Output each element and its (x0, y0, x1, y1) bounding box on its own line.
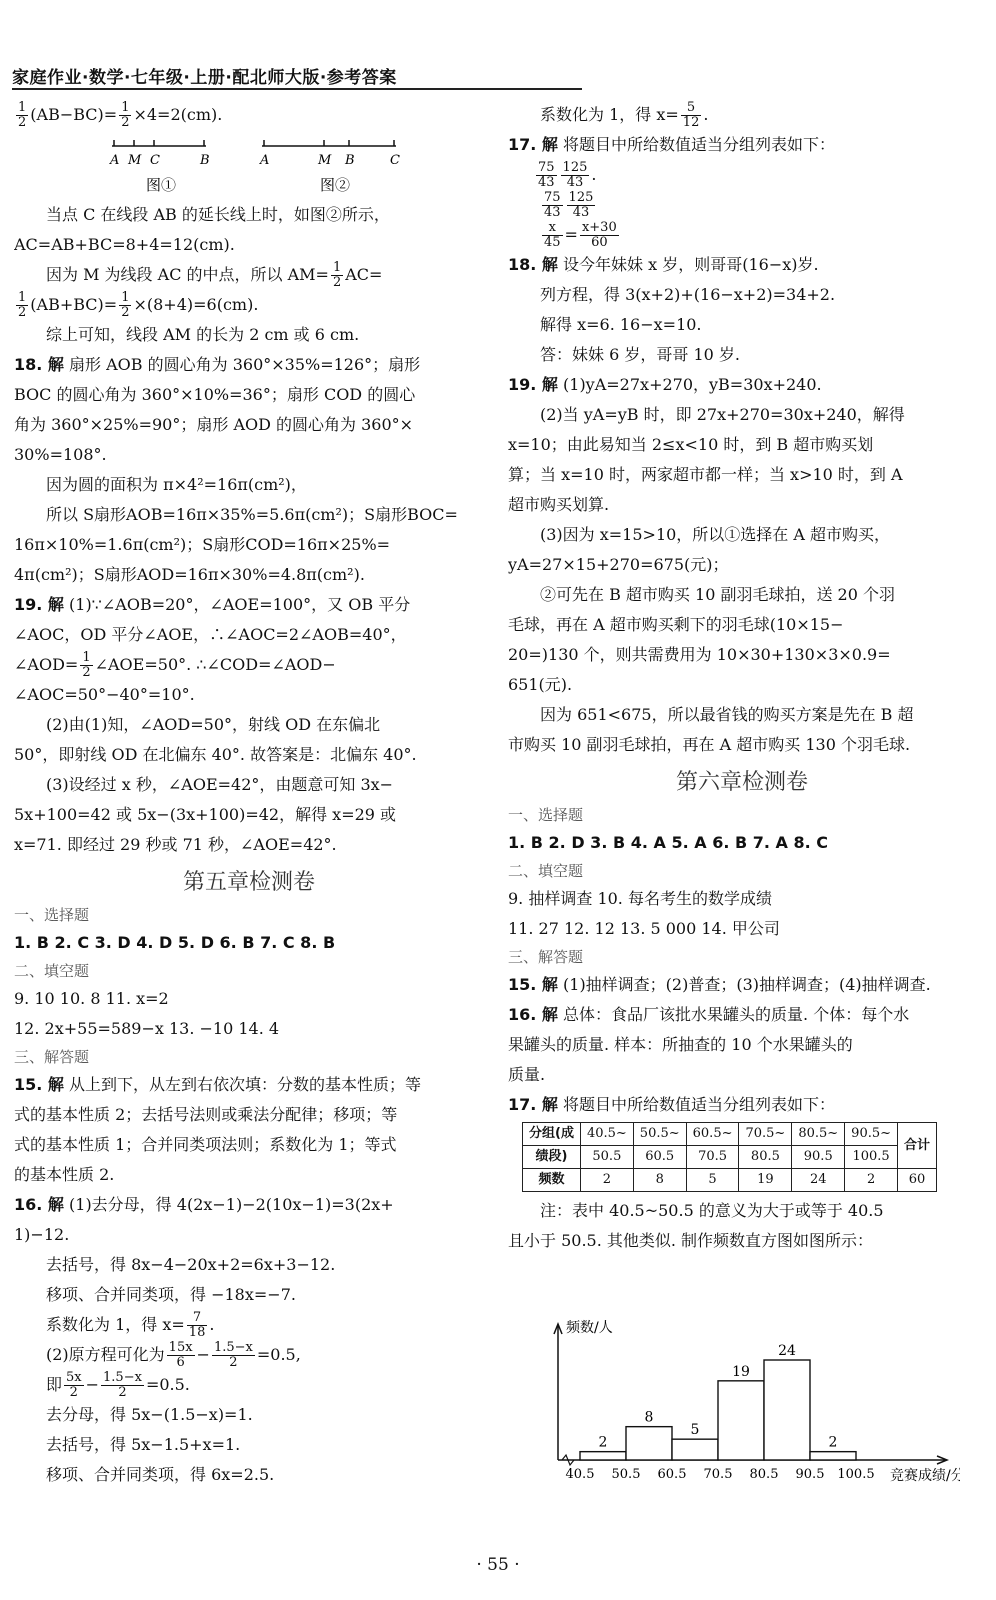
table-cell: 2 (845, 1169, 898, 1192)
fill-answers: 12. 2x+55=589−x 13. −10 14. 4 (14, 1019, 280, 1038)
left-column (14, 100, 484, 1490)
text-line: 超市购买划算. (508, 495, 610, 514)
section-label: 一、选择题 (14, 906, 90, 924)
table-cell: 19 (739, 1169, 792, 1192)
point-label: M (318, 153, 332, 168)
bar-value-label: 8 (644, 1409, 654, 1426)
point-label: C (150, 153, 160, 168)
header-rule (12, 88, 582, 90)
text-line: (2)原方程可化为 $\frac{15x}{6}$ − $\frac{1.5-x}{2}$ =0.5, (46, 1340, 301, 1370)
answer-line: $\frac{1}{2}$ (AB−BC)= $\frac{1}{2}$ ×4=2(cm). (18, 100, 223, 130)
figure-caption: 图① (146, 176, 177, 194)
table-header: 40.5~ (580, 1123, 633, 1146)
text-line: 1)−12. (14, 1225, 70, 1244)
text-line: 式的基本性质 2；去括号法则或乘法分配律；移项；等 (14, 1105, 398, 1124)
segment-diagram (84, 130, 444, 200)
text-line: 20=)130 个，则共需费用为 10×30+130×3×0.9= (508, 645, 891, 664)
histogram-svg (540, 1318, 960, 1558)
table-row (523, 1169, 937, 1192)
x-tick-label: 50.5 (611, 1467, 641, 1482)
text-line: AC=AB+BC=8+4=12(cm). (14, 235, 235, 254)
header-title: 家庭作业·数学·七年级·上册·配北师大版·参考答案 (12, 68, 397, 88)
text-line: (3)因为 x=15>10，所以①选择在 A 超市购买， (540, 525, 891, 544)
table-header: 100.5 (845, 1146, 898, 1169)
table-header: 70.5~ (739, 1123, 792, 1146)
text-line: (2)由(1)知，∠AOD=50°，射线 OD 在东偏北 (46, 715, 381, 734)
y-axis-label: 频数/人 (566, 1320, 613, 1336)
text-line: 当点 C 在线段 AB 的延长线上时，如图②所示， (46, 205, 390, 224)
text-line: 解得 x=6. 16−x=10. (540, 315, 702, 334)
text-line: BOC 的圆心角为 360°×10%=36°；扇形 COD 的圆心 (14, 385, 416, 404)
text-line: ∠AOC=50°−40°=10°. (14, 685, 195, 704)
histogram-bar (810, 1452, 856, 1460)
question-19: 19. 解 (1)∵∠AOB=20°，∠AOE=100°，又 OB 平分 (14, 595, 411, 614)
text-line: 角为 360°×25%=90°；扇形 AOD 的圆心角为 360°× (14, 415, 414, 434)
text-line: 质量. (508, 1065, 546, 1084)
text-line: 算；当 x=10 时，两家超市都一样；当 x>10 时，到 A (508, 465, 903, 484)
table-cell: 频数 (523, 1169, 581, 1192)
bar-value-label: 5 (690, 1422, 700, 1439)
table-cell: 24 (792, 1169, 845, 1192)
fill-answers: 9. 10 10. 8 11. x=2 (14, 989, 169, 1008)
frequency-table (522, 1122, 937, 1192)
text-line: 因为圆的面积为 π×4²=16π(cm²)， (46, 475, 307, 494)
question-19: 19. 解 (1)yA=27x+270，yB=30x+240. (508, 375, 822, 394)
choice-answers: 1. B 2. C 3. D 4. D 5. D 6. B 7. C 8. B (14, 933, 336, 952)
table-header: 50.5 (580, 1146, 633, 1169)
table-cell: 60 (898, 1169, 937, 1192)
page-header (12, 0, 592, 96)
table-cell: 8 (633, 1169, 686, 1192)
table-header: 50.5~ (633, 1123, 686, 1146)
point-label: B (200, 153, 210, 168)
question-17: 17. 解 将题目中所给数值适当分组列表如下： (508, 135, 836, 154)
fill-answers: 11. 27 12. 12 13. 5 000 14. 甲公司 (508, 919, 780, 938)
point-label: A (110, 153, 120, 168)
text-line: 651(元). (508, 675, 573, 694)
x-tick-label: 40.5 (565, 1467, 595, 1482)
question-15: 15. 解 从上到下，从左到右依次填：分数的基本性质；等 (14, 1075, 422, 1094)
histogram-bar (626, 1427, 672, 1460)
question-18: 18. 解 扇形 AOB 的圆心角为 360°×35%=126°；扇形 (14, 355, 421, 374)
section-label: 二、填空题 (508, 862, 584, 880)
text-line: x=10；由此易知当 2≤x<10 时，到 B 超市购买划 (508, 435, 874, 454)
question-16: 16. 解 总体：食品厂该批水果罐头的质量. 个体：每个水 (508, 1005, 910, 1024)
text-line: 移项、合并同类项，得 6x=2.5. (46, 1465, 275, 1484)
text-line: 综上可知，线段 AM 的长为 2 cm 或 6 cm. (46, 325, 360, 344)
question-17: 17. 解 将题目中所给数值适当分组列表如下： (508, 1095, 836, 1114)
text-line: 16π×10%=1.6π(cm²)；S扇形COD=16π×25%= (14, 535, 391, 554)
text-line: 30%=108°. (14, 445, 107, 464)
table-header-total: 合计 (898, 1123, 937, 1169)
question-15: 15. 解 (1)抽样调查；(2)普查；(3)抽样调查；(4)抽样调查. (508, 975, 931, 994)
histogram-bar (718, 1381, 764, 1460)
section-label: 三、解答题 (14, 1048, 90, 1066)
section-label: 二、填空题 (14, 962, 90, 980)
table-row (523, 1123, 937, 1146)
table-cell: 2 (580, 1169, 633, 1192)
table-header: 分组(成 (523, 1123, 581, 1146)
question-16: 16. 解 (1)去分母，得 4(2x−1)−2(10x−1)=3(2x+ (14, 1195, 394, 1214)
text-line: 4π(cm²)；S扇形AOD=16π×30%=4.8π(cm²). (14, 565, 365, 584)
text-line: yA=27×15+270=675(元)； (508, 555, 729, 574)
fill-answers: 9. 抽样调查 10. 每名考生的数学成绩 (508, 889, 772, 908)
chapter-6-title: 第六章检测卷 (675, 770, 808, 795)
text-line: 因为 651<675，所以最省钱的购买方案是先在 B 超 (540, 705, 914, 724)
section-label: 三、解答题 (508, 948, 584, 966)
text-line: 式的基本性质 1；合并同类项法则；系数化为 1；等式 (14, 1135, 397, 1154)
text-line: $\frac{1}{2}$ (AB+BC)= $\frac{1}{2}$ ×(8+4)=6(cm). (18, 290, 259, 320)
text-line: $\frac{75}{43}$ $\frac{125}{43}$ (544, 190, 594, 220)
point-label: C (390, 153, 400, 168)
text-line: 系数化为 1，得 x= $\frac{5}{12}$ . (540, 100, 709, 130)
point-label: B (345, 153, 355, 168)
text-line: 去括号，得 8x−4−20x+2=6x+3−12. (46, 1255, 336, 1274)
table-row (523, 1146, 937, 1169)
choice-answers: 1. B 2. D 3. B 4. A 5. A 6. B 7. A 8. C (508, 833, 828, 852)
text-line: ∠AOD= $\frac{1}{2}$ ∠AOE=50°. ∴∠COD=∠AOD− (14, 650, 336, 680)
question-18: 18. 解 设今年妹妹 x 岁，则哥哥(16−x)岁. (508, 255, 819, 274)
text-line: $\frac{x}{45}$ = $\frac{x+30}{60}$ (544, 220, 617, 250)
table-header: 绩段) (523, 1146, 581, 1169)
segment-figures (14, 130, 484, 200)
text-line: 去括号，得 5x−1.5+x=1. (46, 1435, 241, 1454)
page-number: · 55 · (476, 1555, 520, 1575)
x-tick-label: 70.5 (703, 1467, 733, 1482)
text-line: ∠AOC，OD 平分∠AOE，∴∠AOC=2∠AOB=40°， (14, 625, 407, 644)
x-tick-label: 100.5 (837, 1467, 875, 1482)
text-line: x=71. 即经过 29 秒或 71 秒，∠AOE=42°. (14, 835, 337, 854)
x-axis-label: 竞赛成绩/分 (890, 1468, 960, 1484)
figure-1 (112, 140, 206, 146)
histogram-bar (672, 1439, 718, 1460)
text-line: 且小于 50.5. 其他类似. 制作频数直方图如图所示： (508, 1231, 874, 1250)
text-line: ②可先在 B 超市购买 10 副羽毛球拍，送 20 个羽 (540, 585, 895, 604)
x-tick-label: 60.5 (657, 1467, 687, 1482)
text-line: 去分母，得 5x−(1.5−x)=1. (46, 1405, 253, 1424)
text-line: 50°，即射线 OD 在北偏东 40°. 故答案是：北偏东 40°. (14, 745, 417, 764)
text-line: 毛球，再在 A 超市购买剩下的羽毛球(10×15− (508, 615, 844, 634)
fraction: $\frac{1}{2}$ (18, 100, 27, 130)
table-cell: 5 (686, 1169, 739, 1192)
text-line: (3)设经过 x 秒，∠AOE=42°，由题意可知 3x− (46, 775, 394, 794)
figure-2 (262, 140, 396, 146)
bar-value-label: 2 (828, 1434, 838, 1451)
text-line: (2)当 yA=yB 时，即 27x+270=30x+240，解得 (540, 405, 905, 424)
text-line: 答：妹妹 6 岁，哥哥 10 岁. (540, 345, 740, 364)
text-line: 因为 M 为线段 AC 的中点，所以 AM= $\frac{1}{2}$ AC= (46, 260, 383, 290)
text-line: $\frac{75}{43}$ $\frac{125}{43}$ . (538, 160, 597, 190)
text-line: 列方程，得 3(x+2)+(16−x+2)=34+2. (540, 285, 836, 304)
table-header: 80.5 (739, 1146, 792, 1169)
figure-caption: 图② (320, 176, 351, 194)
bar-value-label: 2 (598, 1434, 608, 1451)
x-tick-label: 90.5 (795, 1467, 825, 1482)
histogram-bar (580, 1452, 626, 1460)
text-line: 市购买 10 副羽毛球拍，再在 A 超市购买 130 个羽毛球. (508, 735, 911, 754)
table-header: 90.5~ (845, 1123, 898, 1146)
text-line: 5x+100=42 或 5x−(3x+100)=42，解得 x=29 或 (14, 805, 397, 824)
bar-value-label: 19 (732, 1363, 750, 1380)
text-line: 的基本性质 2. (14, 1165, 115, 1184)
histogram-bar (764, 1360, 810, 1460)
histogram-chart (540, 1318, 960, 1558)
text-line: 注：表中 40.5~50.5 的意义为大于或等于 40.5 (540, 1201, 884, 1220)
point-label: M (128, 153, 142, 168)
bar-value-label: 24 (778, 1343, 796, 1359)
text-line: 所以 S扇形AOB=16π×35%=5.6π(cm²)；S扇形BOC= (46, 505, 458, 524)
text-line: 移项、合并同类项，得 −18x=−7. (46, 1285, 296, 1304)
text-line: 系数化为 1，得 x= $\frac{7}{18}$ . (46, 1310, 215, 1340)
point-label: A (260, 153, 270, 168)
text-line: 即 $\frac{5x}{2}$ − $\frac{1.5-x}{2}$ =0.5. (46, 1370, 190, 1400)
table-header: 60.5 (633, 1146, 686, 1169)
table-header: 80.5~ (792, 1123, 845, 1146)
table-header: 70.5 (686, 1146, 739, 1169)
chapter-5-title: 第五章检测卷 (182, 870, 315, 895)
table-header: 60.5~ (686, 1123, 739, 1146)
right-column (508, 100, 976, 1256)
table-header: 90.5 (792, 1146, 845, 1169)
text-line: 果罐头的质量. 样本：所抽查的 10 个水果罐头的 (508, 1035, 853, 1054)
section-label: 一、选择题 (508, 806, 584, 824)
x-tick-label: 80.5 (749, 1467, 779, 1482)
